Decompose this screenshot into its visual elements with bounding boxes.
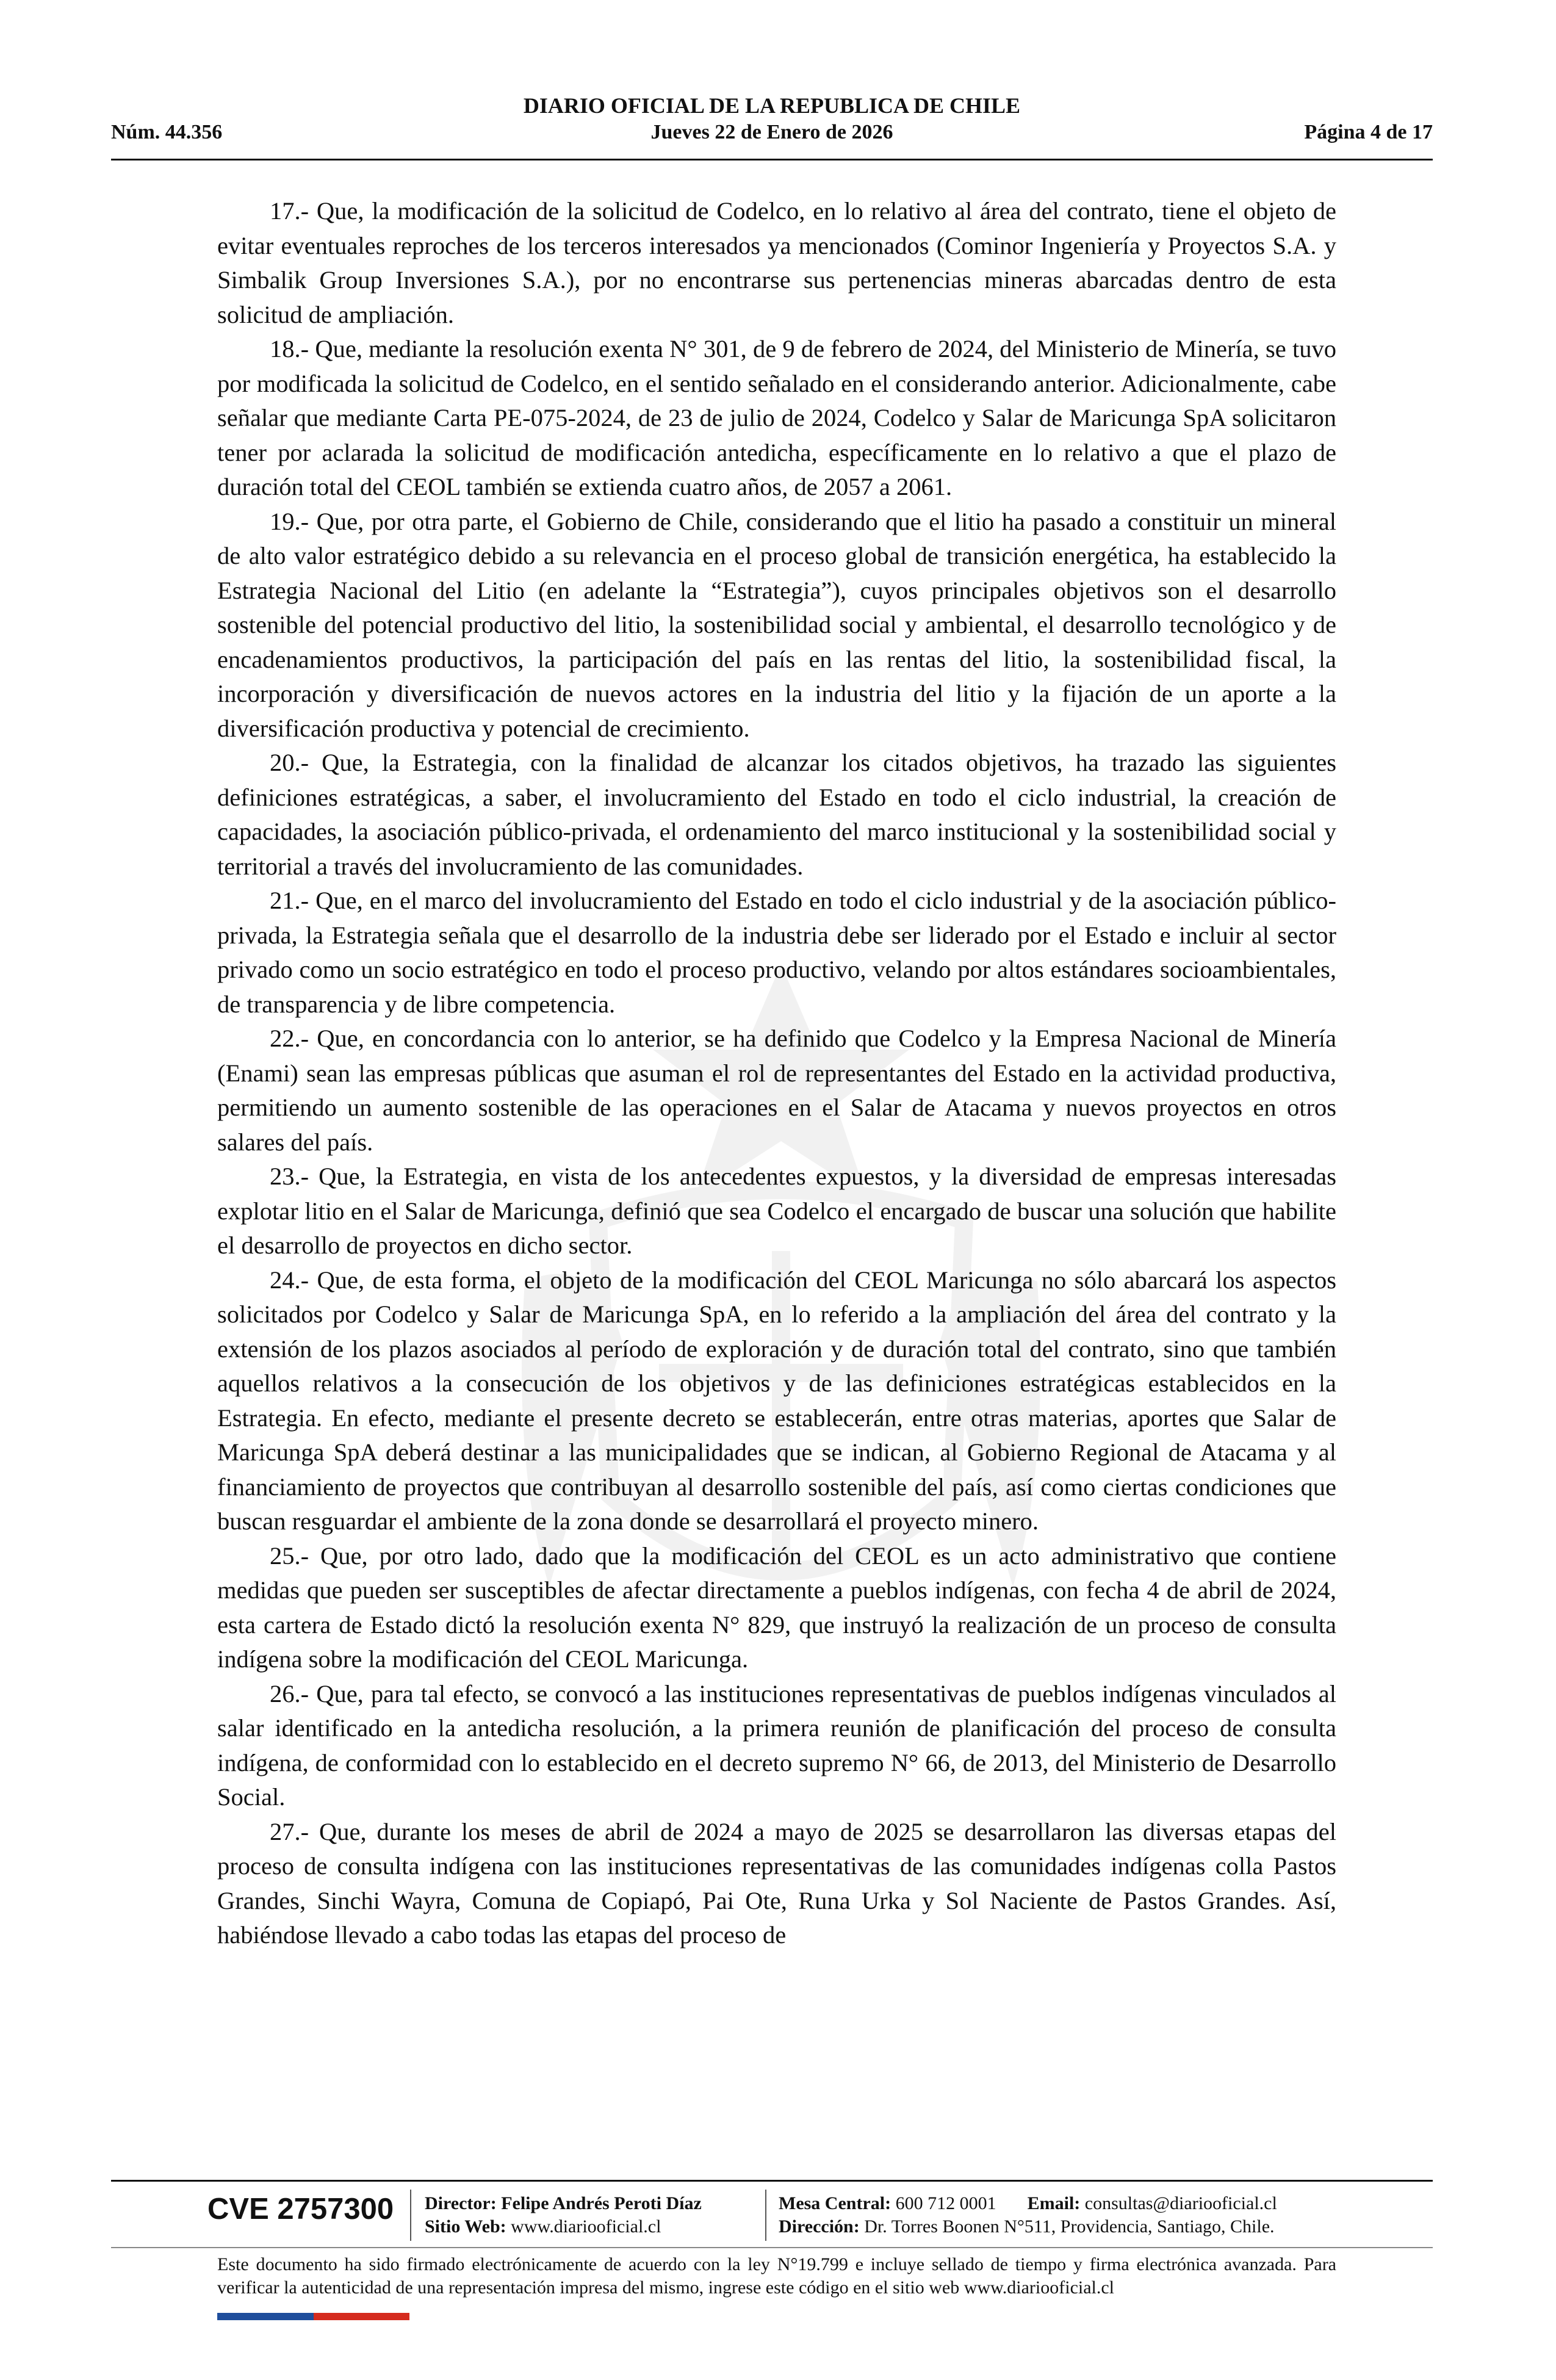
cve-code: CVE 2757300 — [207, 2193, 394, 2226]
website-label: Sitio Web: — [425, 2216, 506, 2237]
footer-separator — [765, 2190, 766, 2241]
paragraph-22: 22.- Que, en concordancia con lo anterior, se ha definido que Codelco y la Empresa Nacional de Minería (Enami) sean las empresas públicas que asuman el rol de representantes del Estado en la actividad productiva, permitiendo un aumento sostenible de las operaciones en el Salar de Atacama y nuevos proyectos en otros salares del país. — [217, 1025, 1336, 1156]
document-body — [217, 194, 1336, 1953]
footer-contact-block — [779, 2192, 1277, 2238]
mesa-central-phone: 600 712 0001 — [895, 2193, 996, 2213]
footer-divider — [111, 2180, 1433, 2182]
paragraph-19: 19.- Que, por otra parte, el Gobierno de Chile, considerando que el litio ha pasado a constituir un mineral de alto valor estratégico debido a su relevancia en el proceso global de transición energética, ha establecido la Estrategia Nacional del Litio (en adelante la “Estrategia”), cuyos principales objetivos son el desarrollo sostenible del potencial productivo del litio, la sostenibilidad social y ambiental, el desarrollo tecnológico y de encadenamientos productivos, la participación del país en las rentas del litio, la sostenibilidad fiscal, la incorporación y diversificación de nuevos actores en la industria del litio y la fijación de un aporte a la diversificación productiva y potencial de crecimiento. — [217, 507, 1336, 742]
paragraph-18: 18.- Que, mediante la resolución exenta N° 301, de 9 de febrero de 2024, del Ministerio de Minería, se tuvo por modificada la solicitud de Codelco, en el sentido señalado en el considerando anterior. Adicionalmente, cabe señalar que mediante Carta PE-075-2024, de 23 de julio de 2024, Codelco y Salar de Maricunga SpA solicitaron tener por aclarada la solicitud de modificación antedicha, específicamente en lo relativo a que el plazo de duración total del CEOL también se extienda cuatro años, de 2057 a 2061. — [217, 335, 1336, 500]
page-indicator: Página 4 de 17 — [1304, 121, 1433, 143]
address-value: Dr. Torres Boonen N°511, Providencia, Santiago, Chile. — [864, 2216, 1275, 2237]
flag-color-bar — [217, 2313, 409, 2320]
paragraph-24: 24.- Que, de esta forma, el objeto de la modificación del CEOL Maricunga no sólo abarcará los aspectos solicitados por Codelco y Salar de Maricunga SpA, en lo referido a la ampliación del área del contrato y la extensión de los plazos asociados al período de exploración y de duración total del contrato, sino que también aquellos relativos a la consecución de los objetivos y de las definiciones estratégicas establecidos en la Estrategia. En efecto, mediante el presente decreto se establecerán, entre otras materias, aportes que Salar de Maricunga SpA deberá destinar a las municipalidades que se indican, al Gobierno Regional de Atacama y al financiamiento de proyectos que contribuyan al desarrollo sostenible del país, así como ciertas condiciones que buscan resguardar el ambiente de la zona donde se desarrollará el proyecto minero. — [217, 1266, 1336, 1535]
paragraph-17: 17.- Que, la modificación de la solicitud de Codelco, en lo relativo al área del contrato, tiene el objeto de evitar eventuales reproches de los terceros interesados ya mencionados (Cominor Ingeniería y Proyectos S.A. y Simbalik Group Inversiones S.A.), por no encontrarse sus pertenencias mineras abarcadas dentro de esta solicitud de ampliación. — [217, 197, 1336, 328]
email-link[interactable]: consultas@diariooficial.cl — [1084, 2193, 1277, 2213]
mesa-central-label: Mesa Central: — [779, 2193, 891, 2213]
issue-number: Núm. 44.356 — [111, 121, 223, 143]
email-label: Email: — [1027, 2193, 1081, 2213]
paragraph-26: 26.- Que, para tal efecto, se convocó a las instituciones representativas de pueblos indígenas vinculados al salar identificado en la antedicha resolución, a la primera reunión de planificación del proceso de consulta indígena, de conformidad con lo establecido en el decreto supremo N° 66, de 2013, del Ministerio de Desarrollo Social. — [217, 1679, 1336, 1811]
electronic-signature-notice: Este documento ha sido firmado electrónicamente de acuerdo con la ley N°19.799 e incluye sellado de tiempo y firma electrónica avanzada. Para verificar la autenticidad de una representación impresa del mismo, ingrese este código en el sitio web www.diariooficial.cl — [217, 2254, 1336, 2298]
footer-director-block — [425, 2192, 702, 2238]
director-name: Felipe Andrés Peroti Díaz — [501, 2193, 702, 2213]
paragraph-25: 25.- Que, por otro lado, dado que la modificación del CEOL es un acto administrativo que contiene medidas que pueden ser susceptibles de afectar directamente a pueblos indígenas, con fecha 4 de abril de 2024, esta cartera de Estado dictó la resolución exenta N° 829, que instruyó la realización de un proceso de consulta indígena sobre la modificación del CEOL Maricunga. — [217, 1542, 1336, 1673]
director-label: Director: — [425, 2193, 497, 2213]
gazette-title: DIARIO OFICIAL DE LA REPUBLICA DE CHILE — [523, 93, 1021, 118]
paragraph-27: 27.- Que, durante los meses de abril de 2024 a mayo de 2025 se desarrollaron las diversas etapas del proceso de consulta indígena con las instituciones representativas de las comunidades indígenas colla Pastos Grandes, Sinchi Wayra, Comuna de Copiapó, Pai Ote, Runa Urka y Sol Naciente de Pastos Grandes. Así, habiéndose llevado a cabo todas las etapas del proceso de — [217, 1817, 1336, 1949]
page-header — [111, 92, 1433, 160]
paragraph-23: 23.- Que, la Estrategia, en vista de los antecedentes expuestos, y la diversidad de empresas interesadas explotar litio en el Salar de Maricunga, definió que sea Codelco el encargado de buscar una solución que habilite el desarrollo de proyectos en dicho sector. — [217, 1163, 1336, 1259]
paragraph-21: 21.- Que, en el marco del involucramiento del Estado en todo el ciclo industrial y de la asociación público-privada, la Estrategia señala que el desarrollo de la industria debe ser liderado por el Estado e incluir al sector privado como un socio estratégico en todo el proceso productivo, velando por altos estándares socioambientales, de transparencia y de libre competencia. — [217, 887, 1336, 1018]
footer-separator — [410, 2190, 411, 2241]
flag-red-segment — [314, 2313, 410, 2320]
paragraph-20: 20.- Que, la Estrategia, con la finalidad de alcanzar los citados objetivos, ha trazado las siguientes definiciones estratégicas, a saber, el involucramiento del Estado en todo el ciclo industrial, la creación de capacidades, la asociación público-privada, el ordenamiento del marco institucional y la sostenibilidad social y territorial a través del involucramiento de las comunidades. — [217, 749, 1336, 880]
flag-blue-segment — [217, 2313, 314, 2320]
address-label: Dirección: — [779, 2216, 860, 2237]
website-link[interactable]: www.diariooficial.cl — [511, 2216, 661, 2237]
issue-date: Jueves 22 de Enero de 2026 — [650, 121, 893, 143]
footer-notice-divider — [111, 2247, 1433, 2248]
